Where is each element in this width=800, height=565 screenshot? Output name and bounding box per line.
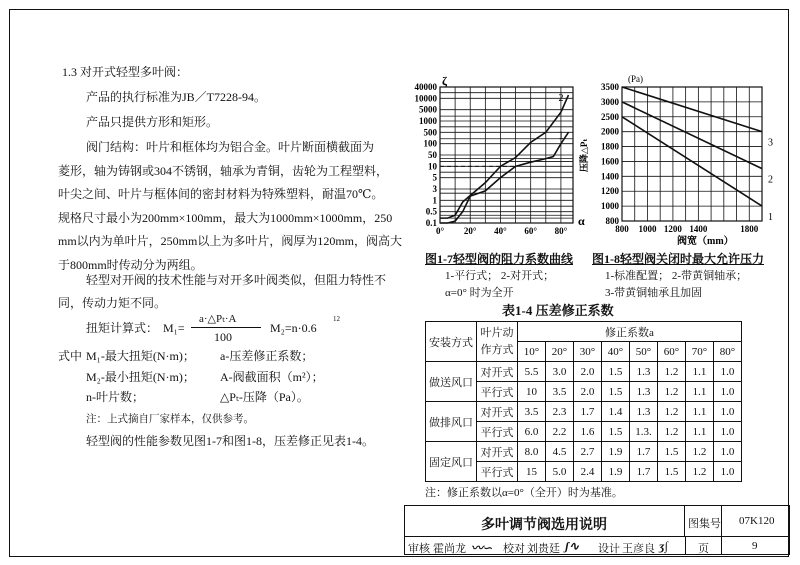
coefficient-cell: 1.3	[630, 402, 658, 422]
checker-name: 刘贵廷	[527, 543, 560, 555]
y-tick-label: 1800	[601, 141, 619, 152]
header-angle: 40°	[602, 342, 630, 362]
coefficient-cell: 1.2	[658, 362, 686, 382]
coefficient-cell: 1.1	[686, 382, 714, 402]
text-line: mm以内为单叶片，250mm以上为多叶片，阀厚为120mm，阀高大	[58, 234, 403, 248]
coefficient-cell: 1.2	[686, 442, 714, 462]
coefficient-cell: 3.5	[518, 402, 546, 422]
coefficient-cell: 1.7	[630, 442, 658, 462]
definition: a-压差修正系数；	[220, 349, 314, 363]
action-type: 对开式	[477, 362, 518, 382]
coefficient-cell: 8.0	[518, 442, 546, 462]
table-row	[426, 442, 742, 462]
drawing-title: 多叶调节阀选用说明	[481, 518, 607, 533]
action-type: 平行式	[477, 382, 518, 402]
text-line: 阀门结构：叶片和框体均为铝合金。叶片断面横截面为	[86, 140, 375, 154]
y-tick-label: 1	[432, 195, 437, 206]
x-tick-label: 1400	[689, 224, 708, 234]
line-3	[622, 87, 762, 132]
install-type: 做送风口	[426, 362, 477, 402]
text-line: 规格尺寸最小为200mm×100mm，最大为1000mm×1000mm，250	[58, 210, 393, 225]
action-type: 平行式	[477, 422, 518, 442]
formula-denominator: 100	[214, 330, 232, 344]
line-label: 1	[768, 212, 773, 224]
coefficient-cell: 1.1	[686, 402, 714, 422]
text-line: 叶尖之间、叶片与框体间的密封材料为特殊塑料，耐温70℃。	[58, 187, 384, 201]
coefficient-cell: 1.7	[630, 462, 658, 482]
reviewer-name: 霍尚龙	[433, 543, 466, 555]
header-angle: 60°	[658, 342, 686, 362]
designer-name: 王彦良	[622, 543, 655, 555]
coefficient-cell: 1.5	[602, 362, 630, 382]
y-tick-label: 1000	[601, 201, 619, 212]
coefficient-cell: 1.1	[686, 422, 714, 442]
x-tick-label: 1000	[638, 224, 657, 234]
x-axis-label: 阀宽（mm）	[677, 236, 734, 247]
action-type: 对开式	[477, 402, 518, 422]
text-line: 轻型对开阀的技术性能与对开多叶阀类似，但阻力特性不	[86, 273, 387, 287]
header-angle: 50°	[630, 342, 658, 362]
formula-note: 注：上式摘自厂家样本，仅供参考。	[86, 414, 254, 425]
coefficient-cell: 1.0	[714, 362, 742, 382]
curve-2	[440, 95, 568, 218]
y-tick-label: 40000	[414, 82, 437, 92]
y-tick-label: 0.1	[425, 218, 437, 228]
x-tick-label: 40°	[494, 226, 507, 236]
coefficient-cell: 1.2	[658, 402, 686, 422]
formula-m1: M₁=	[163, 321, 185, 335]
action-type: 对开式	[477, 442, 518, 462]
coefficient-cell: 6.0	[518, 422, 546, 442]
y-tick-label: 100	[423, 138, 437, 149]
text-line: 于800mm时传动分为两组。	[58, 257, 203, 272]
title-block	[404, 505, 790, 555]
table-row	[426, 402, 742, 422]
y-tick-label: 10000	[414, 93, 437, 104]
y-tick-label: 1600	[601, 156, 619, 167]
coefficient-cell: 2.4	[574, 462, 602, 482]
coefficient-cell: 1.5	[602, 382, 630, 402]
x-tick-label: 800	[615, 224, 629, 234]
line-label: 3	[768, 137, 773, 149]
header-angle: 20°	[546, 342, 574, 362]
y-tick-label: 3000	[601, 96, 619, 107]
x-tick-label: 1800	[740, 224, 759, 234]
line-label: 2	[768, 174, 773, 186]
y-tick-label: 50	[428, 150, 437, 160]
coefficient-cell: 1.0	[714, 382, 742, 402]
coefficient-cell: 1.4	[602, 402, 630, 422]
figure-1-8-legend-3: 3-带黄铜轴承且加固	[605, 287, 703, 299]
coefficient-cell: 3.5	[546, 382, 574, 402]
header-angle: 10°	[518, 342, 546, 362]
coefficient-cell: 10	[518, 382, 546, 402]
coefficient-cell: 1.2	[658, 422, 686, 442]
header-angle: 30°	[574, 342, 602, 362]
coefficient-cell: 1.0	[714, 442, 742, 462]
paragraph: 产品的执行标准为JB／T7228-94。	[86, 90, 267, 104]
figure-1-8-caption: 图1-8轻型阀关闭时最大允许压力	[592, 252, 764, 266]
figure-1-7-legend: 1-平行式； 2-对开式；	[445, 270, 555, 282]
check-label: 校对	[503, 543, 525, 555]
paragraph-reference: 轻型阀的性能参数见图1-7和图1-8，压差修正见表1-4。	[86, 434, 374, 448]
y-tick-label: 500	[423, 127, 437, 138]
coefficient-cell: 3.0	[546, 362, 574, 382]
section-heading: 1.3 对开式轻型多叶阀：	[62, 65, 189, 79]
formula-label: 扭矩计算式：	[86, 321, 159, 335]
y-unit: (Pa)	[628, 74, 643, 84]
review-label: 审核	[408, 543, 430, 555]
table-note: 注：修正系数以α=0°（全开）时为基准。	[425, 487, 623, 499]
reviewer-signature: 〰∽	[471, 541, 494, 555]
coefficient-cell: 1.5	[602, 422, 630, 442]
page-label: 页	[698, 543, 709, 555]
y-tick-label: 5	[432, 172, 437, 183]
y-tick-label: 10	[428, 161, 437, 172]
figure-1-8-pressure-chart	[578, 72, 788, 252]
coefficient-cell: 1.0	[714, 422, 742, 442]
designer-signature: ʒ∫	[659, 539, 668, 553]
y-tick-label: 3	[432, 184, 437, 194]
design-label: 设计	[598, 543, 620, 555]
correction-coefficient-table	[425, 321, 742, 482]
plot-frame	[622, 87, 762, 221]
y-tick-label: 1200	[601, 186, 619, 197]
figure-1-7-caption: 图1-7轻型阀的阻力系数曲线	[425, 252, 573, 266]
coefficient-cell: 1.3	[630, 382, 658, 402]
coefficient-cell: 1.9	[602, 462, 630, 482]
coefficient-cell: 2.0	[574, 362, 602, 382]
y-tick-label: 1000	[419, 116, 437, 126]
definition: M₁-最大扭矩(N·m)；	[86, 349, 195, 363]
coefficient-cell: 1.0	[714, 462, 742, 482]
checker-signature: ʃ∿	[565, 539, 580, 553]
header-coefficient: 修正系数a	[518, 322, 742, 342]
coefficient-cell: 1.2	[658, 382, 686, 402]
formula-numerator: a·△Pₜ·A	[199, 313, 237, 325]
install-type: 固定风口	[426, 442, 477, 482]
paragraph: 产品只提供方形和矩形。	[86, 115, 219, 129]
y-tick-label: 5000	[419, 104, 437, 115]
figure-1-7-note: α=0° 时为全开	[445, 287, 514, 299]
figure-1-7-resistance-chart	[400, 75, 590, 250]
definition: A-阀截面积（m²）；	[220, 370, 324, 384]
formula-exponent: 12	[333, 315, 340, 323]
coefficient-cell: 5.0	[546, 462, 574, 482]
line-2	[622, 102, 762, 169]
install-type: 做排风口	[426, 402, 477, 442]
coefficient-cell: 1.6	[574, 422, 602, 442]
y-tick-label: 3500	[601, 82, 619, 92]
x-tick-label: 60°	[524, 226, 537, 236]
coefficient-cell: 1.9	[602, 442, 630, 462]
where-label: 式中	[58, 349, 83, 363]
coefficient-cell: 1.3.	[630, 422, 658, 442]
table-row	[426, 362, 742, 382]
x-axis-label: α	[578, 214, 585, 228]
coefficient-cell: 15	[518, 462, 546, 482]
coefficient-cell: 5.5	[518, 362, 546, 382]
coefficient-cell: 1.1	[686, 362, 714, 382]
coefficient-cell: 1.7	[574, 402, 602, 422]
action-type: 平行式	[477, 462, 518, 482]
atlas-label: 图集号	[688, 518, 721, 530]
coefficient-cell: 4.5	[546, 442, 574, 462]
coefficient-cell: 1.3	[630, 362, 658, 382]
coefficient-cell: 1.2	[686, 462, 714, 482]
coefficient-cell: 1.5	[658, 462, 686, 482]
page-number: 9	[752, 540, 758, 552]
definition: △Pₜ-压降（Pa）。	[220, 390, 309, 404]
x-tick-label: 80°	[554, 226, 568, 236]
text-line: 同，传动力矩不同。	[58, 296, 167, 310]
table-title: 表1-4 压差修正系数	[502, 303, 614, 318]
coefficient-cell: 1.0	[714, 402, 742, 422]
figure-1-8-legend: 1-标准配置； 2-带黄铜轴承；	[605, 270, 748, 282]
y-tick-label: 0.5	[425, 206, 437, 217]
coefficient-cell: 1.5	[658, 442, 686, 462]
y-tick-label: 1400	[601, 171, 619, 182]
coefficient-cell: 2.0	[574, 382, 602, 402]
coefficient-cell: 2.3	[546, 402, 574, 422]
definition: n-叶片数；	[86, 390, 144, 404]
text-line: 菱形，轴为铸钢或304不锈钢，轴承为青铜，齿轮为工程塑料，	[58, 163, 389, 178]
atlas-number: 07K120	[739, 515, 775, 527]
header-angle: 70°	[686, 342, 714, 362]
fraction-bar	[191, 327, 261, 328]
header-install: 安装方式	[426, 322, 477, 362]
x-tick-label: 20°	[463, 226, 477, 236]
curve-label: 2	[558, 93, 564, 105]
y-axis-label: 压降△Pₜ	[579, 138, 589, 172]
curve-label: 1	[558, 130, 564, 142]
y-tick-label: 2500	[601, 111, 619, 122]
y-tick-label: 800	[605, 216, 619, 226]
x-tick-label: 0°	[435, 226, 445, 236]
header-action: 叶片动作方式	[477, 322, 518, 362]
formula-m2: M₂=n·0.6	[270, 321, 317, 335]
y-axis-label: ζ	[442, 75, 447, 88]
header-angle: 80°	[714, 342, 742, 362]
definition: M₂-最小扭矩(N·m)；	[86, 370, 195, 384]
coefficient-cell: 2.7	[574, 442, 602, 462]
coefficient-cell: 2.2	[546, 422, 574, 442]
x-tick-label: 1200	[663, 224, 682, 234]
y-tick-label: 2000	[601, 126, 619, 137]
